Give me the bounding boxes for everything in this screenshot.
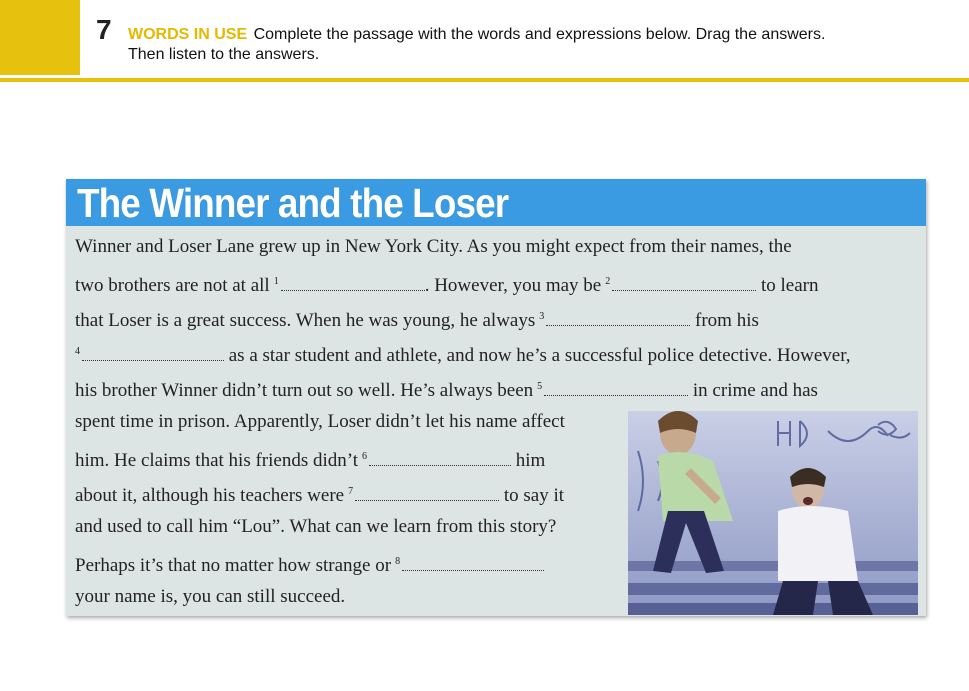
passage-line: Winner and Loser Lane grew up in New York City. As you might expect from their names, the (75, 236, 792, 257)
passage-title: The Winner and the Loser (77, 180, 509, 226)
answer-gap-8[interactable] (402, 556, 544, 571)
exercise-instruction (128, 25, 948, 65)
brothers-photo (628, 411, 918, 615)
passage-line: that Loser is a great success. When he was young, he always $^3$ from his (75, 310, 759, 331)
header-divider (0, 78, 969, 82)
exercise-tag: WORDS IN USE (128, 26, 248, 43)
gap-number-7: 7 (348, 486, 354, 497)
gap-number-6: 6 (362, 451, 368, 462)
gap-number-5: 5 (537, 381, 543, 392)
passage-line: and used to call him “Lou”. What can we learn from this story? (75, 516, 557, 537)
passage-line: $^4$ as a star student and athlete, and now he’s a successful police detective. However, (75, 345, 851, 366)
passage-line: about it, although his teachers were $^7$ to say it (75, 485, 565, 506)
instruction-line-1: Complete the passage with the words and expressions below. Drag the answers. (253, 26, 826, 43)
passage-line: his brother Winner didn’t turn out so well. He’s always been $^5$ in crime and has (75, 380, 818, 401)
instruction-line-2: Then listen to the answers. (128, 46, 320, 63)
answer-gap-2[interactable] (612, 276, 756, 291)
exercise-color-block (0, 0, 80, 75)
gap-number-3: 3 (539, 311, 545, 322)
passage-line: your name is, you can still succeed. (75, 586, 346, 607)
answer-gap-4[interactable] (82, 346, 224, 361)
gap-number-4: 4 (75, 346, 80, 357)
reading-card (66, 179, 926, 616)
answer-gap-5[interactable] (544, 381, 688, 396)
answer-gap-6[interactable] (369, 451, 511, 466)
answer-gap-3[interactable] (546, 311, 690, 326)
brothers-illustration (628, 411, 918, 615)
gap-number-2: 2 (605, 276, 611, 287)
gap-number-1: 1 (273, 276, 279, 287)
passage-line: two brothers are not at all $^1$ . However, you may be $^2$ to learn (75, 275, 819, 296)
exercise-number: 7 (96, 14, 112, 45)
answer-gap-1[interactable] (281, 276, 425, 291)
passage-line: Perhaps it’s that no matter how strange or $^8$ (75, 551, 544, 577)
answer-gap-7[interactable] (355, 486, 499, 501)
gap-number-8: 8 (395, 556, 401, 567)
passage-line: him. He claims that his friends didn’t $^6$ him (75, 450, 546, 471)
passage-line: spent time in prison. Apparently, Loser didn’t let his name affect (75, 411, 565, 432)
passage-title-bar (66, 179, 926, 226)
